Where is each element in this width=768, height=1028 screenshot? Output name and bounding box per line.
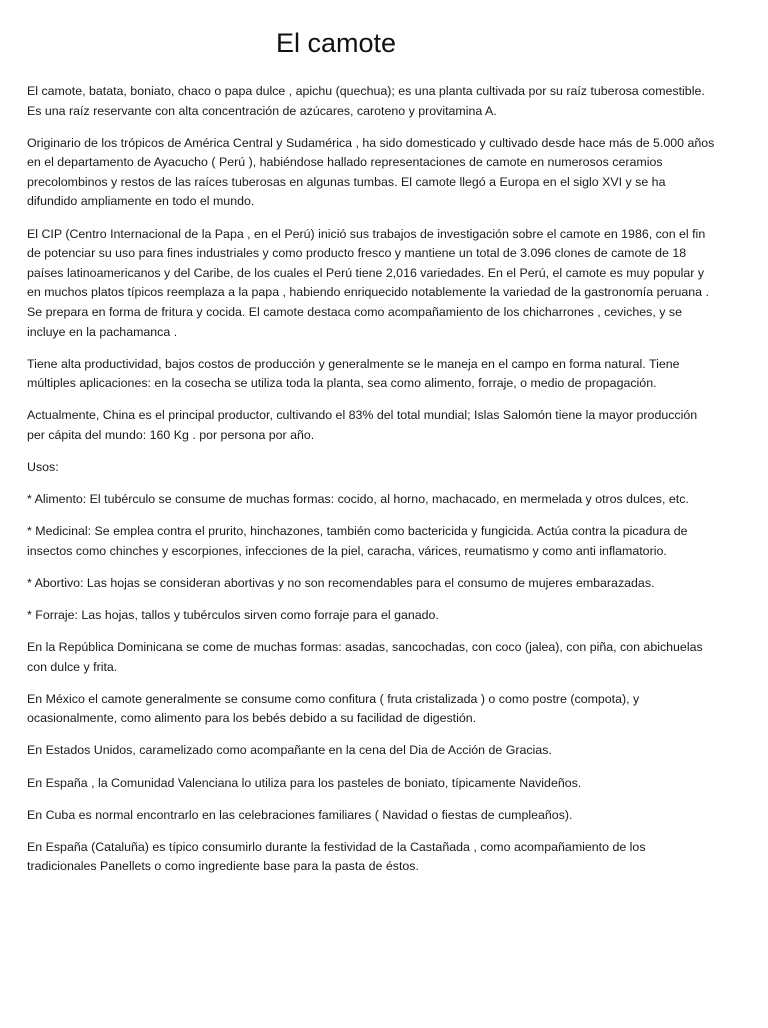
paragraph-spain-valencia: En España , la Comunidad Valenciana lo utiliza para los pasteles de boniato, típicamente Navideños.: [27, 775, 582, 790]
paragraph-cip: El CIP (Centro Internacional de la Papa , en el Perú) inició sus trabajos de investigación sobre el camote en 1986, con el fin de potenciar su uso para fines industriales y como producto fresco y mantiene un total de 3.096 clones de camote de 18 países latinoamericanos y del Caribe, de los cuales el Perú tiene 2,016 variedades. En el Perú, el camote es muy popular y en muchos platos típicos reemplaza a la papa , habiendo enriquecido notablemente la variedad de la gastronomía peruana . Se prepara en forma de fritura y cocida. El camote destaca como acompañamiento de los chicharrones , ceviches, y se incluye en la pachamanca .: [27, 226, 709, 339]
document-body: [27, 82, 715, 889]
paragraph-production: Actualmente, China es el principal productor, cultivando el 83% del total mundial; Islas Salomón tiene la mayor producción per cápita del mundo: 160 Kg . por persona por año.: [27, 408, 698, 442]
paragraph-use-fodder: * Forraje: Las hojas, tallos y tubérculos sirven como forraje para el ganado.: [27, 607, 439, 622]
paragraph-use-abortive: * Abortivo: Las hojas se consideran abortivas y no son recomendables para el consumo de mujeres embarazadas.: [27, 575, 655, 590]
paragraph-spain-catalonia: En España (Cataluña) es típico consumirlo durante la festividad de la Castañada , como acompañamiento de los tradicionales Panellets o como ingrediente base para la pasta de éstos.: [27, 839, 646, 874]
paragraph-intro: El camote, batata, boniato, chaco o papa dulce , apichu (quechua); es una planta cultivada por su raíz tuberosa comestible. Es una raíz reservante con alta concentración de azúcares, caroteno y provitamina A.: [27, 84, 705, 118]
paragraph-use-food: * Alimento: El tubérculo se consume de muchas formas: cocido, al horno, machacado, en mermelada y otros dulces, etc.: [27, 492, 689, 507]
paragraph-productivity: Tiene alta productividad, bajos costos de producción y generalmente se le maneja en el campo en forma natural. Tiene múltiples aplicaciones: en la cosecha se utiliza toda la planta, sea como alimento, forraje, o medio de propagación.: [27, 356, 680, 391]
paragraph-cuba: En Cuba es normal encontrarlo en las celebraciones familiares ( Navidad o fiestas de cumpleaños).: [27, 807, 573, 822]
paragraph-uses-heading: Usos:: [27, 460, 59, 474]
paragraph-united-states: En Estados Unidos, caramelizado como acompañante en la cena del Dia de Acción de Gracias.: [27, 743, 552, 758]
paragraph-origin: Originario de los trópicos de América Central y Sudamérica , ha sido domesticado y cultivado desde hace más de 5.000 años en el departamento de Ayacucho ( Perú ), habiéndose hallado representaciones de camote en numerosos ceramios precolombinos y restos de las raíces tuberosas en algunas tumbas. El camote llegó a Europa en el siglo XVI y se ha difundido ampliamente en todo el mundo.: [27, 135, 715, 209]
cut-off-text-line: [60, 1016, 740, 1028]
page-title: El camote: [275, 28, 397, 58]
paragraph-mexico: En México el camote generalmente se consume como confitura ( fruta cristalizada ) o como postre (compota), y ocasionalmente, como alimento para los bebés debido a su facilidad de digestión.: [27, 691, 640, 726]
paragraph-dominican-republic: En la República Dominicana se come de muchas formas: asadas, sancochadas, con coco (jalea), con piña, con abichuelas con dulce y frita.: [27, 640, 703, 674]
paragraph-use-medicinal: * Medicinal: Se emplea contra el prurito, hinchazones, también como bactericida y fungicida. Actúa contra la picadura de insectos como chinches y escorpiones, infecciones de la piel, caracha, várices, reumatismo y como anti inflamatorio.: [27, 524, 688, 558]
